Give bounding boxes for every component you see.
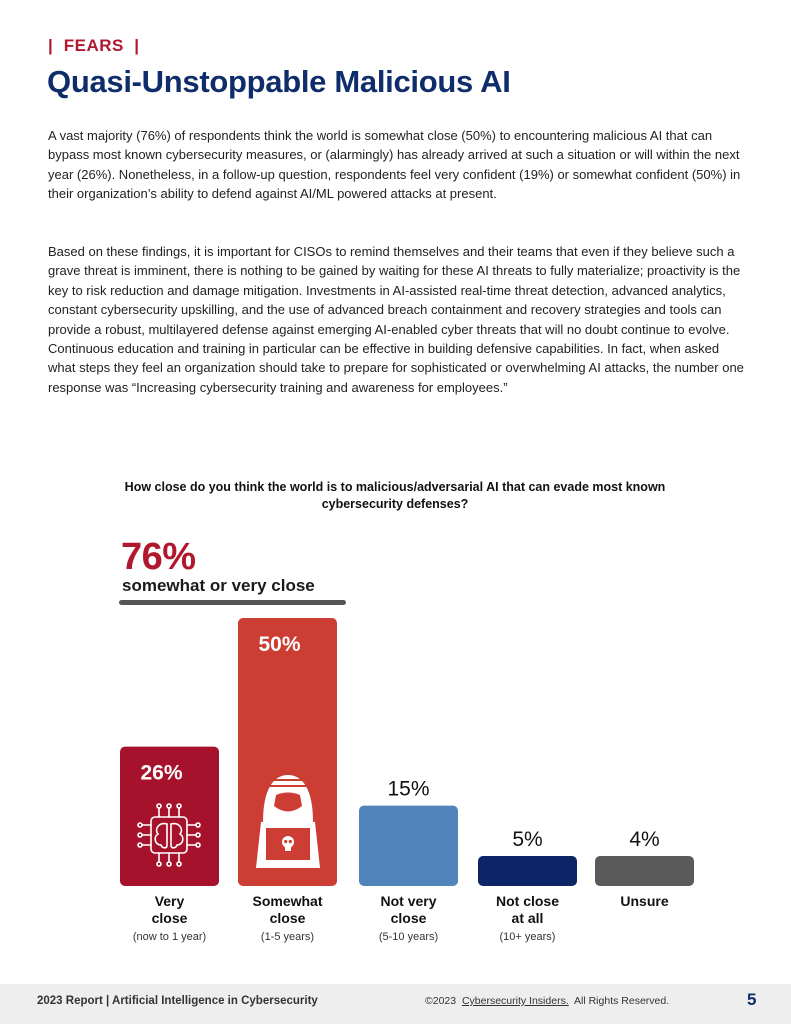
- copyright-suffix: All Rights Reserved.: [574, 995, 670, 1007]
- bar-not-very-close: [359, 806, 458, 886]
- chart-title: How close do you think the world is to malicious/adversarial AI that can evade most known cybersecurity defenses?: [124, 480, 666, 511]
- body-paragraph-1: A vast majority (76%) of respondents think the world is somewhat close (50%) to encountering malicious AI that can bypass most known cybersecurity measures, or (alarmingly) has already arrived at such a situation or will within the next year (26%). Nonetheless, in a follow-up question, respondents feel very confident (19%) or somewhat confident (50%) in their organization’s ability to defend against AI/ML powered attacks at present.: [48, 128, 741, 202]
- value-label-somewhat-close: 50%: [258, 633, 301, 656]
- section-bar-right: |: [134, 36, 140, 55]
- category-sublabel-very-close: (now to 1 year): [132, 931, 207, 943]
- category-sublabel-somewhat-close: (1-5 years): [260, 931, 315, 943]
- value-label-unsure: 4%: [629, 828, 660, 851]
- category-label-not-close-at-all-2: at all: [511, 910, 544, 926]
- skull-eye-right: [289, 840, 292, 843]
- category-sublabel-not-close-at-all: (10+ years): [499, 931, 556, 943]
- footer-copyright: [425, 995, 669, 1007]
- highlight-percent: 76%: [121, 536, 196, 578]
- section-bar-left: |: [48, 36, 54, 55]
- highlight-label: somewhat or very close: [122, 576, 315, 595]
- skull-eye-left: [284, 840, 287, 843]
- body-paragraph-2: Based on these findings, it is important for CISOs to remind themselves and their teams that even if they believe such a grave threat is imminent, there is nothing to be gained by waiting for these AI threats to fully materialize; proactivity is the key to risk reduction and damage mitigation. Investments in AI-assisted real-time threat detection, advanced analytics, constant cybersecurity upskilling, and the use of advanced breach containment and recovery strategies and tools can provide a robust, multilayered defense against emerging AI-enabled cyber threats that will no doubt continue to evolve. Continuous education and training in particular can be effective in building defensive capabilities. In fact, when asked what steps they feel an organization should take to prepare for sophisticated or overwhelming AI attacks, the number one response was “Increasing cybersecurity training and awareness for employees.”: [48, 244, 744, 395]
- page-title: Quasi-Unstoppable Malicious AI: [47, 64, 511, 99]
- footer-report: 2023 Report | Artificial Intelligence in Cybersecurity: [37, 995, 318, 1007]
- category-label-somewhat-close-1: Somewhat: [252, 893, 323, 909]
- value-label-not-close-at-all: 5%: [512, 828, 543, 851]
- cybersecurity-insiders-link[interactable]: Cybersecurity Insiders.: [461, 995, 569, 1007]
- category-label-not-very-close-1: Not very: [380, 893, 437, 909]
- skull-jaw: [285, 846, 291, 851]
- category-sublabel-not-very-close: (5-10 years): [378, 931, 439, 943]
- category-label-very-close-2: close: [151, 910, 188, 926]
- page-number: 5: [747, 990, 757, 1009]
- category-label-not-close-at-all-1: Not close: [495, 893, 560, 909]
- highlight-bracket: [119, 600, 346, 605]
- value-label-not-very-close: 15%: [387, 777, 430, 801]
- section-label: FEARS: [63, 36, 124, 55]
- category-label-very-close-1: Very: [154, 893, 185, 909]
- value-label-very-close: 26%: [140, 761, 183, 785]
- category-label-somewhat-close-2: close: [269, 910, 306, 926]
- bar-not-close-at-all: [478, 856, 577, 886]
- copyright-prefix: ©2023: [425, 995, 457, 1007]
- category-label-unsure-1: Unsure: [620, 893, 669, 909]
- footer: [0, 984, 791, 1024]
- section-tag: [48, 36, 140, 56]
- hacker-face: [274, 793, 302, 812]
- category-label-not-very-close-2: close: [390, 910, 427, 926]
- bar-unsure: [595, 856, 694, 886]
